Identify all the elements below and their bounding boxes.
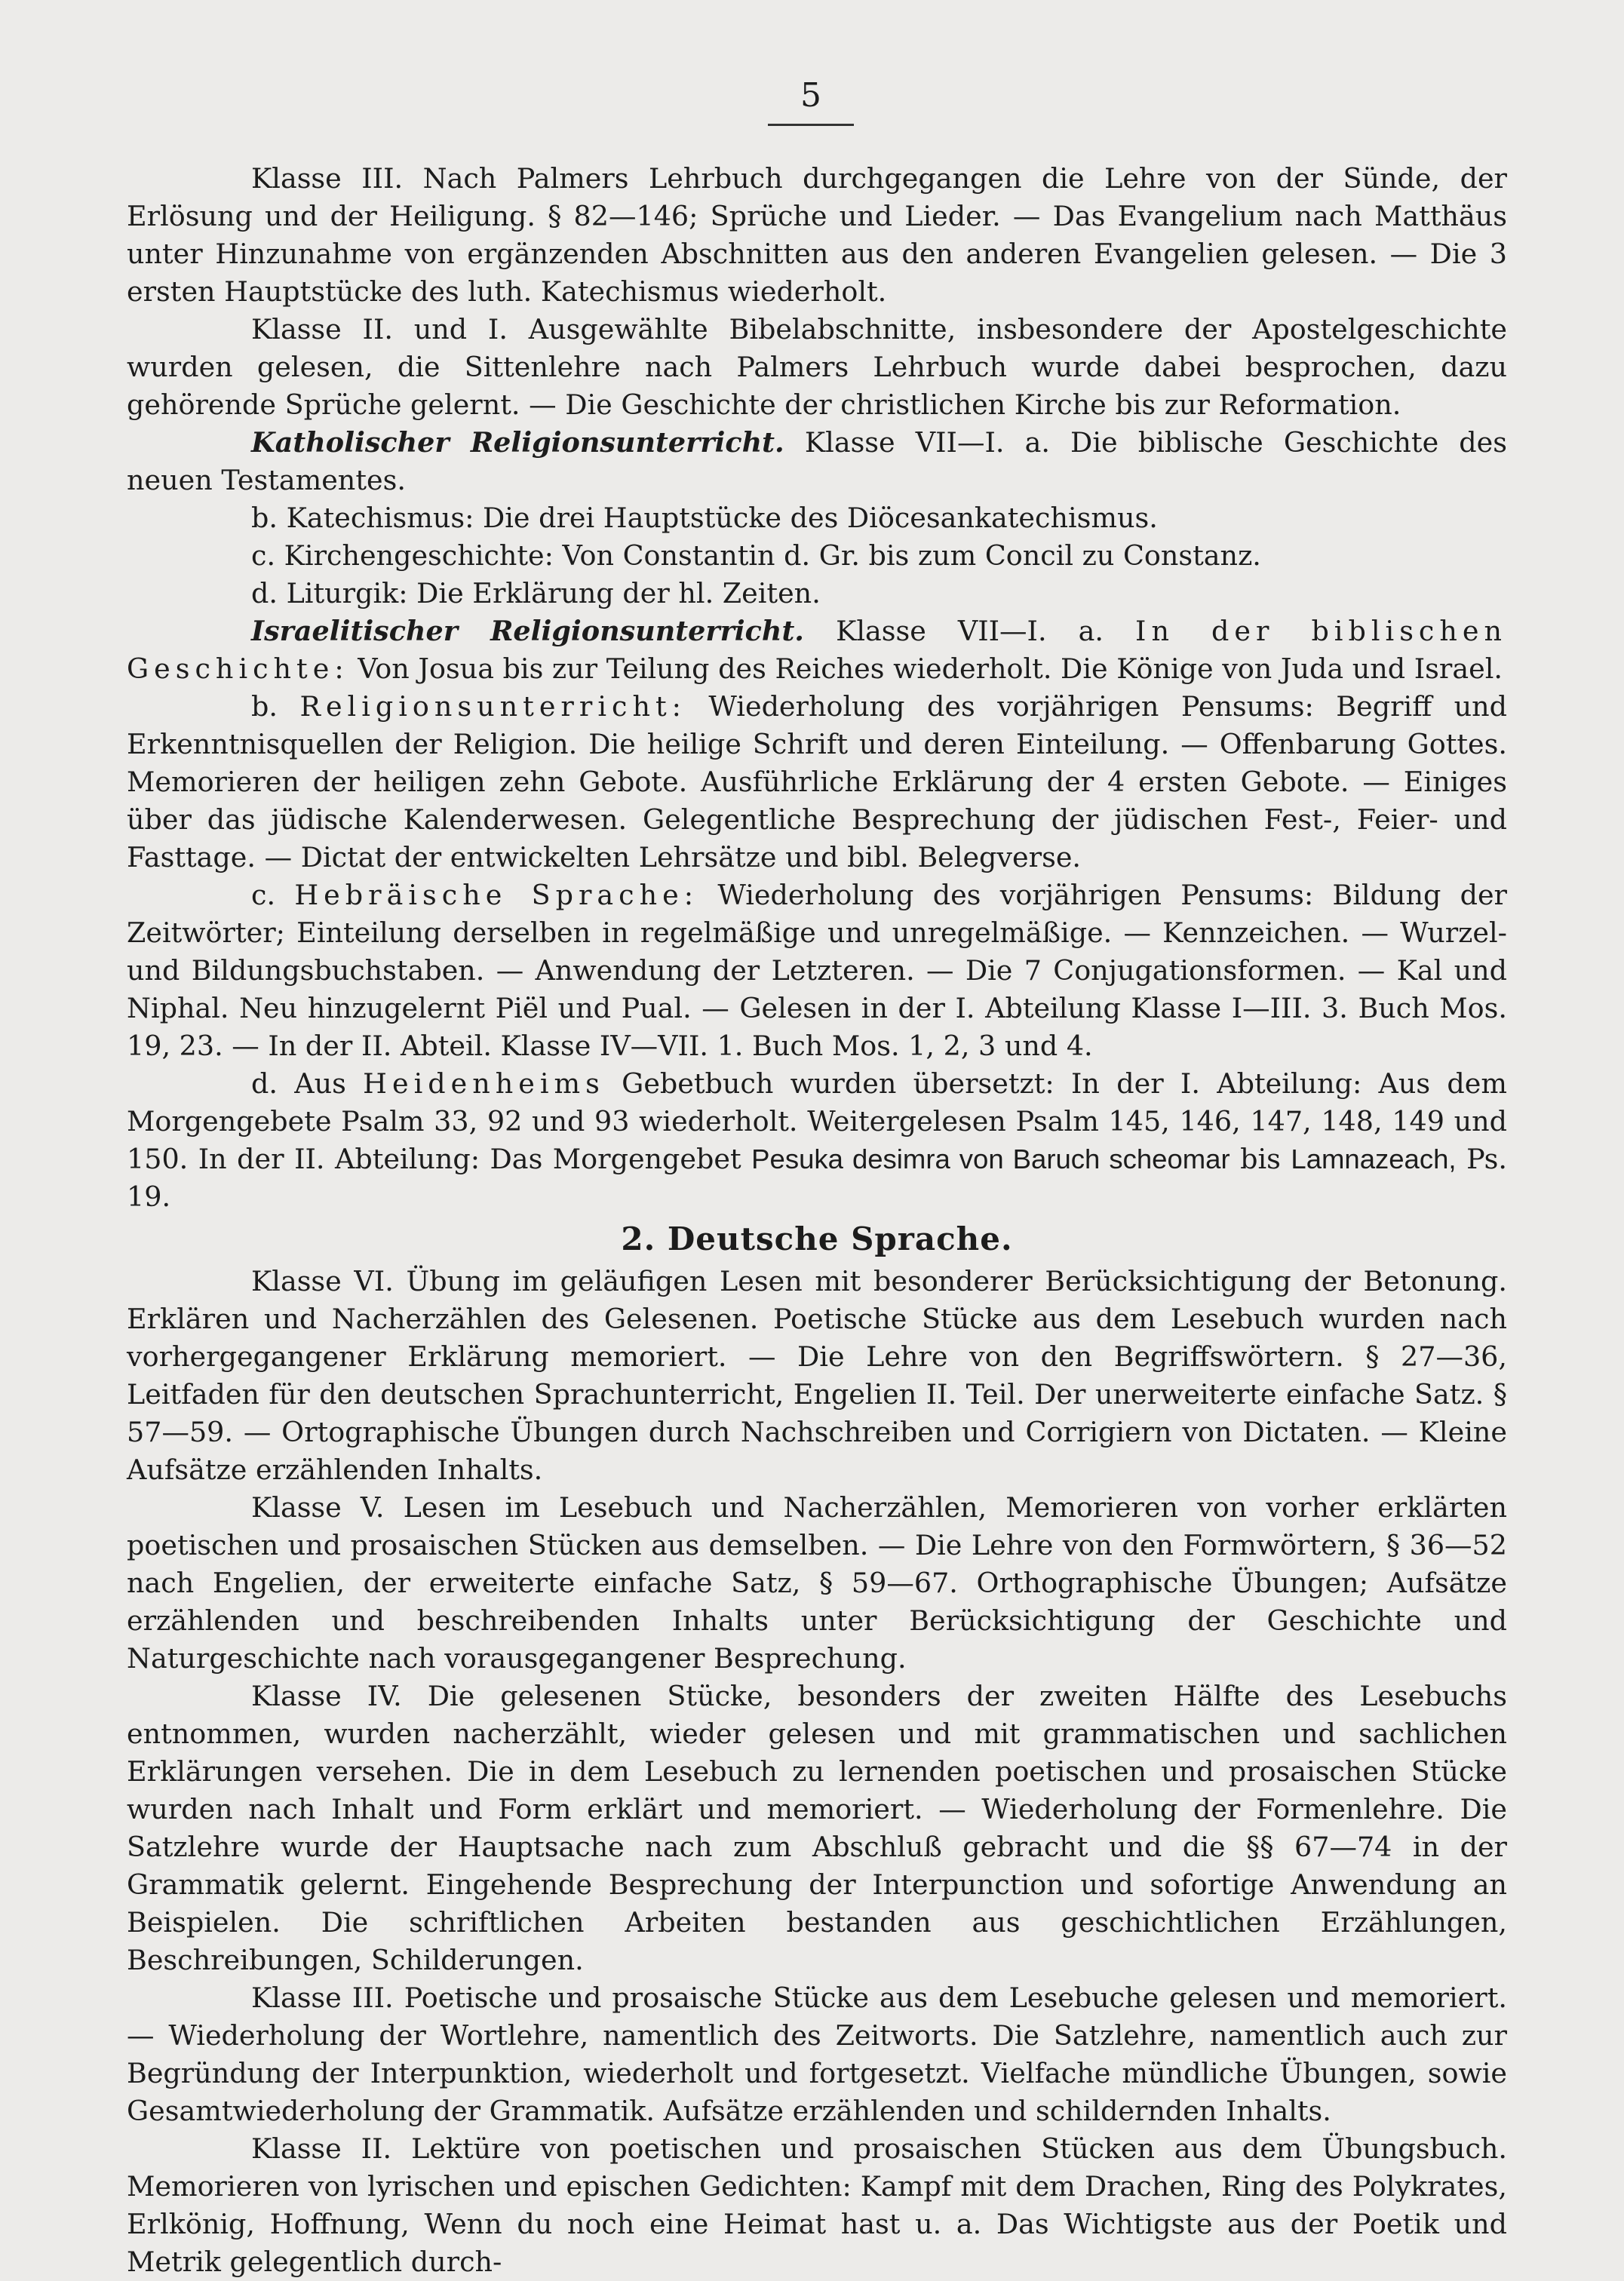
israelite-c-text: Wiederholung des vorjährigen Pensums: Bildung der Zeitwörter; Einteilung derselben in regelmäßige und unregelmäßige. — Kennzeichen. — Wurzel- und Bildungsbuchstaben. — Anwendung der Letzteren. — Die 7 Conjugationsformen. — Kal und Niphal. Neu hinzugelernt Piël und Pual. — Gelesen in der I. Abteilung Klasse I—III. 3. Buch Mos. 19, 23. — In der II. Abteil. Klasse IV—VII. 1. Buch Mos. 1, 2, 3 und 4. <box>127 879 1508 1062</box>
paragraph-text: Lesen im Lesebuch und Nacherzählen, Memorieren von vorher erklärten poetischen und prosaischen Stücken aus demselben. — Die Lehre von den Formwörtern, § 36—52 nach Engelien, der erweiterte einfache Satz, § 59—67. Orthographische Übungen; Aufsätze erzählenden und beschreibenden Inhalts unter Berücksichtigung der Geschichte und Naturgeschichte nach vorausgegangener Besprechung. <box>127 1491 1507 1675</box>
deutsch-klasse-iv <box>127 1678 1507 1979</box>
section-title-deutsche-sprache: 2. Deutsche Sprache. <box>621 1220 1013 1257</box>
israelite-d-end: Ps. 19. <box>127 1143 1507 1213</box>
deutsch-klasse-ii <box>127 2130 1507 2281</box>
paragraph-label: Klasse IV. <box>251 1680 402 1712</box>
israelite-a-spaced: In der biblischen Geschichte: <box>127 615 1507 685</box>
israelite-b-spaced: Religionsunterricht: <box>299 690 686 723</box>
israelite-d-mid: bis <box>1240 1143 1281 1175</box>
paragraph-label: Klasse III. <box>251 162 404 195</box>
catholic-section <box>127 424 1507 499</box>
israelite-a-text: Von Josua bis zur Teilung des Reiches wiederholt. Die Könige von Juda und Israel. <box>358 652 1503 685</box>
catholic-heading: Katholischer Religionsunterricht. <box>251 426 784 459</box>
document-body <box>127 160 1507 2281</box>
israelite-b-prefix: b. <box>251 690 278 723</box>
deutsch-klasse-iii <box>127 1979 1507 2130</box>
israelite-heading: Israelitischer Religionsunterricht. <box>251 615 805 647</box>
catholic-item-c: c. Kirchengeschichte: Von Constantin d. Gr. bis zum Concil zu Constanz. <box>251 539 1261 572</box>
paragraph-text: Übung im geläufigen Lesen mit besonderer Berücksichtigung der Betonung. Erklären und Nacherzählen des Gelesenen. Poetische Stücke aus dem Lesebuch wurden nach vorhergegangener Erklärung memoriert. — Die Lehre von den Begriffswörtern. § 27—36, Leitfaden für den deutschen Sprachunterricht, Engelien II. Teil. Der unerweiterte einfache Satz. § 57—59. — Ortographische Übungen durch Nachschreiben und Corrigiern von Dictaten. — Kleine Aufsätze erzählenden Inhalts. <box>127 1265 1507 1486</box>
israelite-d-latin: Pesuka desimra von Baruch scheomar <box>751 1144 1230 1174</box>
paragraph-text: Ausgewählte Bibelabschnitte, insbesondere der Apostelgeschichte wurden gelesen, die Sittenlehre nach Palmers Lehrbuch wurde dabei besprochen, dazu gehörende Sprüche gelernt. — Die Geschichte der christlichen Kirche bis zur Reformation. <box>127 313 1507 421</box>
israelite-d-text: Gebetbuch wurden übersetzt: In der I. Abteilung: Aus dem Morgengebete Psalm 33, 92 und 93 wiederholt. Weitergelesen Psalm 145, 146, 147, 148, 149 und 150. In der II. Abteilung: Das Morgengebet <box>127 1067 1508 1175</box>
paragraph-label: Klasse II. <box>251 2132 392 2165</box>
paragraph-text: Lektüre von poetischen und prosaischen Stücken aus dem Übungsbuch. Memorieren von lyrischen und epischen Gedichten: Kampf mit dem Drachen, Ring des Polykrates, Erlkönig, Hoffnung, Wenn du noch eine Heimat hast u. a. Das Wichtigste aus der Poetik und Metrik gelegentlich durch- <box>127 2132 1507 2278</box>
israelite-section <box>127 612 1507 688</box>
israelite-d-spaced: Heidenheims <box>363 1067 605 1100</box>
israelite-c-prefix: c. <box>251 879 276 911</box>
protestant-klasse-ii-i <box>127 311 1507 424</box>
paragraph-text: Poetische und prosaische Stücke aus dem Lesebuche gelesen und memoriert. — Wiederholung der Wortlehre, namentlich des Zeitworts. Die Satzlehre, namentlich auch zur Begründung der Interpunktion, wiederholt und fortgesetzt. Vielfache mündliche Übungen, sowie Gesamtwiederholung der Grammatik. Aufsätze erzählenden und schildernden Inhalts. <box>127 1982 1507 2127</box>
paragraph-label: Klasse V. <box>251 1491 385 1524</box>
israelite-a-prefix: Klasse VII—I. a. <box>836 615 1104 647</box>
israelite-b-text: Wiederholung des vorjährigen Pensums: Begriff und Erkenntnisquellen der Religion. Die heilige Schrift und deren Einteilung. — Offenbarung Gottes. Memorieren der heiligen zehn Gebote. Ausführliche Erklärung der 4 ersten Gebote. — Einiges über das jüdische Kalenderwesen. Gelegentliche Besprechung der jüdischen Fest-, Feier- und Fasttage. — Dictat der entwickelten Lehrsätze und bibl. Belegverse. <box>127 690 1507 873</box>
paragraph-label: Klasse II. und I. <box>251 313 508 345</box>
israelite-c-spaced: Hebräische Sprache: <box>294 879 699 911</box>
israelite-item-b <box>127 688 1507 876</box>
paragraph-label: Klasse III. <box>251 1982 394 2014</box>
paragraph-label: Klasse VI. <box>251 1265 394 1297</box>
deutsch-klasse-v <box>127 1489 1507 1678</box>
deutsch-klasse-vi <box>127 1263 1507 1489</box>
israelite-item-d <box>127 1065 1507 1216</box>
israelite-d-prefix: d. Aus <box>251 1067 346 1100</box>
israelite-item-c <box>127 876 1507 1065</box>
protestant-klasse-iii <box>127 160 1507 311</box>
paragraph-text: Die gelesenen Stücke, besonders der zweiten Hälfte des Lesebuchs entnommen, wurden nacherzählt, wieder gelesen und mit grammatischen und sachlichen Erklärungen versehen. Die in dem Lesebuch zu lernenden poetischen und prosaischen Stücke wurden nach Inhalt und Form erklärt und memoriert. — Wiederholung der Formenlehre. Die Satzlehre wurde der Hauptsache nach zum Abschluß gebracht und die §§ 67—74 in der Grammatik gelernt. Eingehende Besprechung der Interpunction und sofortige Anwendung an Beispielen. Die schriftlichen Arbeiten bestanden aus geschichtlichen Erzählungen, Beschreibungen, Schilderungen. <box>127 1680 1507 1976</box>
catholic-item-d: d. Liturgik: Die Erklärung der hl. Zeiten. <box>251 577 821 609</box>
catholic-item-b: b. Katechismus: Die drei Hauptstücke des Diöcesankatechismus. <box>251 502 1158 534</box>
catholic-intro: Klasse VII—I. a. Die biblische Geschichte des neuen Testamentes. <box>127 426 1507 496</box>
page-number-rule <box>768 124 854 126</box>
page-number: 5 <box>800 76 821 115</box>
paragraph-text: Nach Palmers Lehrbuch durchgegangen die Lehre von der Sünde, der Erlösung und der Heiligung. § 82—146; Sprüche und Lieder. — Das Evangelium nach Matthäus unter Hinzunahme von ergänzenden Abschnitten aus den anderen Evangelien gelesen. — Die 3 ersten Hauptstücke des luth. Katechismus wiederholt. <box>127 162 1507 308</box>
israelite-d-latin2: Lamnazeach, <box>1291 1144 1457 1174</box>
